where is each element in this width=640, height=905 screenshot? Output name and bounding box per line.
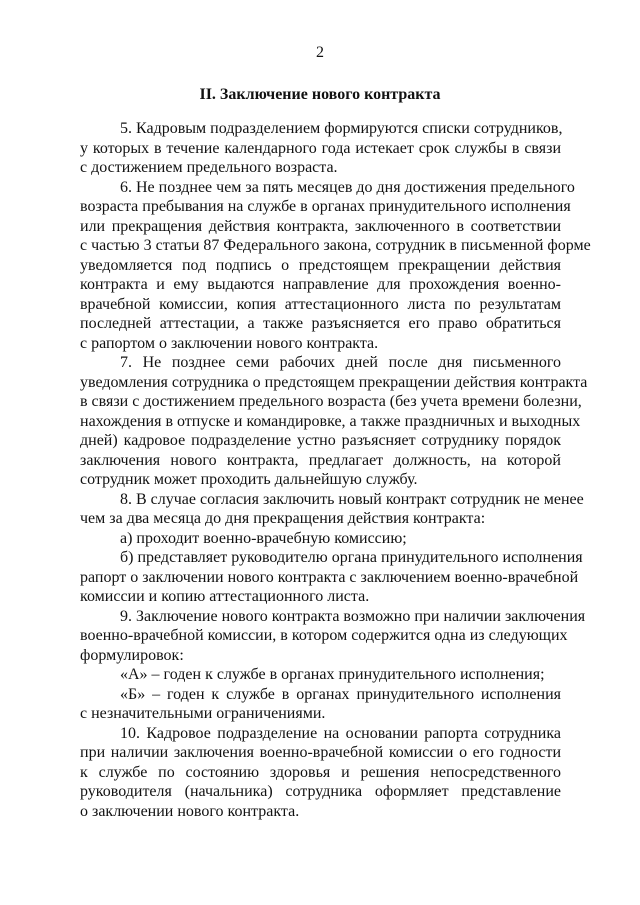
text-line: 5. Кадровым подразделением формируются списки сотрудников, [120,120,563,137]
paragraph [80,490,584,529]
text-line: сотрудник может проходить дальнейшую службу. [80,471,418,488]
text-line: с рапортом о заключении нового контракта. [80,334,379,352]
paragraph [80,685,561,724]
text-line: руководителя (начальника) сотрудника оформляет представление [80,783,561,800]
text-line: в связи с достижением предельного возраста (без учета времени болезни, [80,393,582,410]
text-line: заключения нового контракта, предлагает должность, на которой [80,451,561,469]
text-line: военно-врачебной комиссии, в котором содержится одна из следующих [80,627,568,644]
text-line: 9. Заключение нового контракта возможно при наличии заключения [120,607,586,625]
paragraph [80,178,591,354]
text-line: с достижением предельного возраста. [80,159,338,176]
paragraph [80,548,583,607]
text-line: 10. Кадровое подразделение на основании рапорта сотрудника [120,724,561,742]
text-line: 7. Не позднее семи рабочих дней после дня письменного [120,354,561,371]
paragraph [80,665,561,685]
text-line: комиссии и копию аттестационного листа. [80,588,370,605]
text-line: при наличии заключения военно-врачебной комиссии о его годности [80,744,561,761]
paragraph [80,724,561,822]
text-line: врачебной комиссии, копия аттестационного листа по результатам [80,295,561,313]
section-title: II. Заключение нового контракта [199,86,441,103]
text-line: 8. В случае согласия заключить новый контракт сотрудник не менее [120,490,584,508]
text-line: 6. Не позднее чем за пять месяцев до дня достижения предельного [120,178,575,196]
text-line: б) представляет руководителю органа принудительного исполнения [120,549,583,566]
text-line: уведомляется под подпись о предстоящем прекращении действия [80,256,561,274]
page-number: 2 [316,44,324,61]
text-line: а) проходит военно-врачебную комиссию; [120,529,407,547]
text-line: с частью 3 статьи 87 Федерального закона, сотрудник в письменной форме [80,237,591,254]
text-line: к службе по состоянию здоровья и решения непосредственного [80,763,561,781]
text-line: с незначительными ограничениями. [80,705,326,722]
text-line: о заключении нового контракта. [80,802,300,820]
text-line: «А» – годен к службе в органах принудительного исполнения; [120,666,545,683]
text-line: дней) кадровое подразделение устно разъясняет сотруднику порядок [80,432,561,449]
text-line: рапорт о заключении нового контракта с заключением военно-врачебной [80,568,579,586]
text-line: у которых в течение календарного года истекает срок службы в связи [80,139,561,157]
paragraph [80,353,588,490]
text-line: чем за два месяца до дня прекращения действия контракта: [80,510,486,527]
text-line: нахождения в отпуске и командировке, а также праздничных и выходных [80,412,581,430]
text-line: формулировок: [80,646,184,664]
text-line: последней аттестации, а также разъясняется его право обратиться [80,315,561,332]
paragraph [80,119,561,178]
text-line: или прекращения действия контракта, заключенного в соответствии [80,217,561,235]
text-line: «Б» – годен к службе в органах принудительного исполнения [120,685,561,703]
text-line: контракта и ему выдаются направление для прохождения военно- [80,276,561,293]
text-line: возраста пребывания на службе в органах принудительного исполнения [80,198,571,215]
paragraph [80,607,586,666]
paragraph [80,529,561,549]
text-line: уведомления сотрудника о предстоящем прекращении действия контракта [80,373,588,391]
document-body [80,119,591,821]
